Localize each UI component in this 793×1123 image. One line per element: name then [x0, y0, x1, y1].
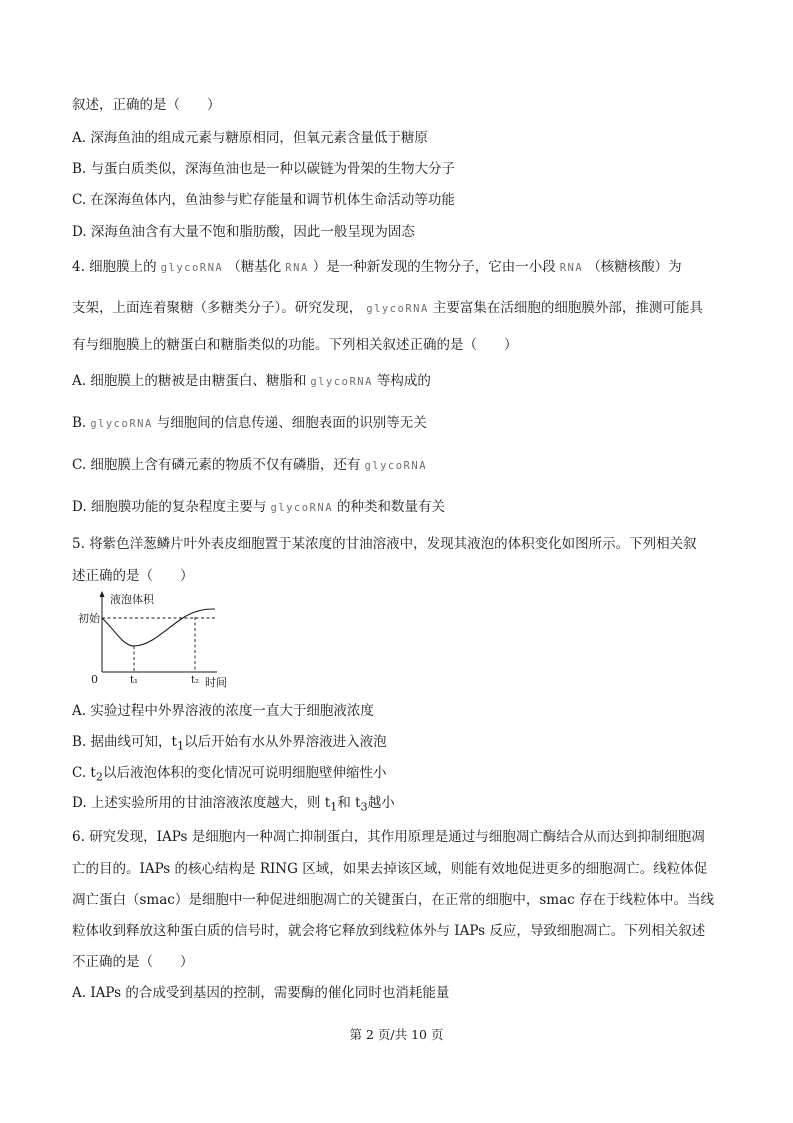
vacuole-volume-graph: [78, 590, 247, 689]
glycorna-term: glycoRNA: [364, 460, 428, 472]
q6-stem-line1: 6. 研究发现，IAPs 是细胞内一种凋亡抑制蛋白，其作用原理是通过与细胞凋亡酶结合从而达到抑制细胞凋: [72, 829, 705, 845]
q3-option-a: A. 深海鱼油的组成元素与糖原相同，但氧元素含量低于糖原: [72, 130, 428, 146]
q4-option-d: [72, 498, 445, 517]
y-axis-label: 液泡体积: [110, 593, 154, 606]
glycorna-term: glycoRNA: [160, 262, 224, 274]
q4-option-a: [72, 372, 431, 391]
q6-option-a: A. IAPs 的合成受到基因的控制，需要酶的催化同时也消耗能量: [72, 985, 450, 1001]
glycorna-term: glycoRNA: [366, 303, 429, 315]
option-text: A. 细胞膜上的糖被是由糖蛋白、糖脂和: [72, 373, 307, 389]
subscript: 3: [360, 800, 368, 814]
glycorna-term: glycoRNA: [270, 502, 334, 514]
t2-label: t₂: [191, 675, 200, 686]
t1-label: t₁: [130, 675, 139, 686]
option-text: 的种类和数量有关: [337, 499, 446, 515]
option-text: C. t: [72, 765, 96, 781]
x-axis-label: 时间: [205, 676, 227, 689]
q3-option-d: D. 深海鱼油含有大量不饱和脂肪酸，因此一般呈现为固态: [72, 224, 415, 240]
subscript: 1: [176, 739, 185, 753]
q6-stem-line4: 粒体收到释放这种蛋白质的信号时，就会将它释放到线粒体外与 IAPs 反应，导致细胞凋亡。下列相关叙述: [72, 923, 706, 939]
glycorna-term: glycoRNA: [310, 376, 373, 388]
q5-stem-line2: 述正确的是（ ）: [72, 568, 194, 584]
option-text: 以后开始有水从外界溶液进入液泡: [184, 734, 387, 750]
glycorna-term: glycoRNA: [90, 418, 153, 430]
q5-option-a: A. 实验过程中外界溶液的浓度一直大于细胞液浓度: [72, 703, 374, 719]
option-label: B.: [72, 415, 87, 431]
q3-stem-tail: 叙述，正确的是（ ）: [72, 97, 221, 113]
q3-option-b: B. 与蛋白质类似，深海鱼油也是一种以碳链为骨架的生物大分子: [72, 161, 456, 177]
option-text: 以后液泡体积的变化情况可说明细胞壁伸缩性小: [103, 765, 387, 781]
rna-term: RNA: [285, 262, 309, 274]
option-text: D. 上述实验所用的甘油溶液浓度越大，则 t: [72, 795, 331, 811]
initial-label: 初始: [78, 612, 100, 625]
q4-option-c: [72, 456, 431, 475]
q4-text: （糖基化: [227, 259, 282, 275]
y-axis-arrow: [100, 591, 105, 597]
q4-text: 4. 细胞膜上的: [72, 259, 157, 275]
option-text: 和 t: [337, 795, 361, 811]
subscript: 1: [330, 800, 338, 814]
q5-option-d: [72, 794, 395, 817]
volume-curve: [102, 609, 215, 646]
q5-stem-line1: 5. 将紫色洋葱鳞片叶外表皮细胞置于某浓度的甘油溶液中，发现其液泡的体积变化如图所示。下列相关叙: [72, 536, 697, 552]
q4-stem-line2: [72, 299, 703, 318]
q6-stem-line3: 凋亡蛋白（smac）是细胞中一种促进细胞凋亡的关键蛋白，在正常的细胞中，smac 存在于线粒体中。当线: [72, 892, 714, 908]
option-text: 与细胞间的信息传递、细胞表面的识别等无关: [156, 415, 427, 431]
q5-option-b: [72, 733, 387, 756]
option-text: 越小: [367, 795, 395, 811]
q6-stem-line5: 不正确的是（ ）: [72, 954, 194, 970]
option-text: C. 细胞膜上含有磷元素的物质不仅有磷脂，还有: [72, 457, 361, 473]
q4-option-b: [72, 414, 427, 433]
subscript: 2: [95, 770, 104, 784]
q4-text: 支架，上面连着聚糖（多糖类分子）。研究发现，: [72, 300, 363, 316]
q4-text: ）是一种新发现的生物分子，它由一小段: [312, 259, 556, 275]
q4-stem-line3: 有与细胞膜上的糖蛋白和糖脂类似的功能。下列相关叙述正确的是（ ）: [72, 337, 518, 353]
origin-label: 0: [91, 673, 98, 686]
page-footer: 第 2 页/共 10 页: [349, 1027, 444, 1042]
q4-stem-line1: [72, 258, 682, 277]
q6-stem-line2: 亡的目的。IAPs 的核心结构是 RING 区域，如果去掉该区域，则能有效地促进更多的细胞凋亡。线粒体促: [72, 861, 708, 877]
option-text: 等构成的: [376, 373, 431, 389]
rna-term: RNA: [559, 262, 584, 274]
q5-option-c: [72, 764, 387, 787]
q4-text: （核糖核酸）为: [587, 259, 682, 275]
option-text: B. 据曲线可知，t: [72, 734, 177, 750]
q4-text: 主要富集在活细胞的细胞膜外部，推测可能具: [432, 300, 703, 316]
q3-option-c: C. 在深海鱼体内，鱼油参与贮存能量和调节机体生命活动等功能: [72, 192, 455, 208]
option-text: D. 细胞膜功能的复杂程度主要与: [72, 499, 267, 515]
